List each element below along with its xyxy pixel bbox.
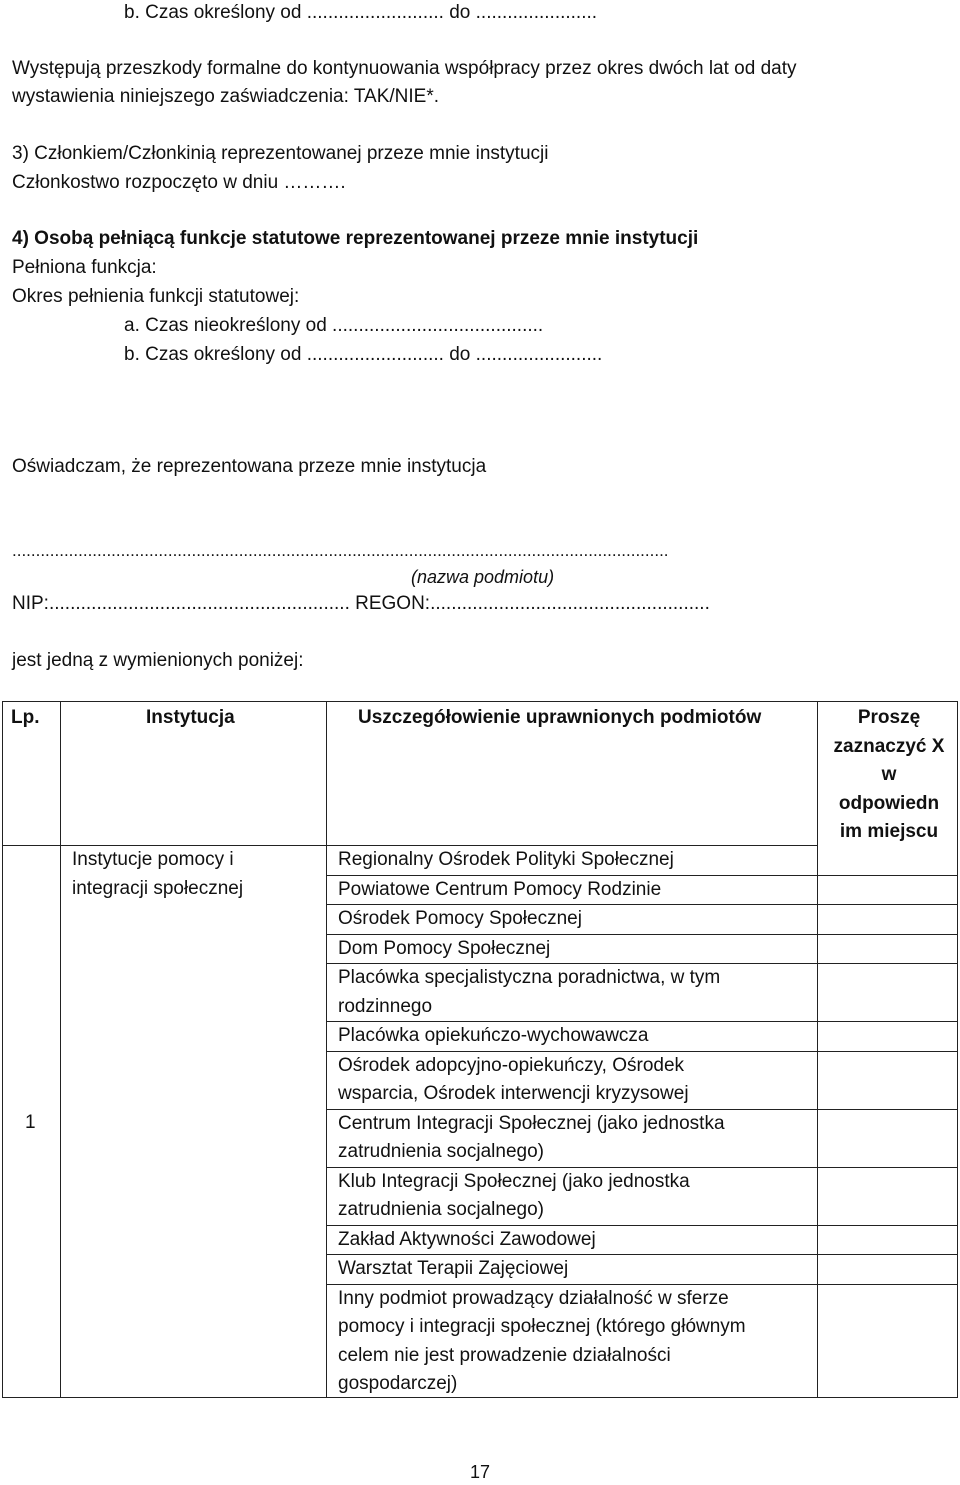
item-b-top: b. Czas określony od .......................... do ....................... <box>124 2 598 23</box>
entity-name-caption: (nazwa podmiotu) <box>411 567 555 587</box>
mark-cell[interactable] <box>818 1168 957 1226</box>
section4-heading: 4) Osobą pełniącą funkcje statutowe reprezentowanej przeze mnie instytucji <box>12 228 699 249</box>
obstacles-text-line1: Występują przeszkody formalne do kontynuowania współpracy przez okres dwóch lat od daty <box>12 58 797 79</box>
mark-cell[interactable] <box>818 1110 957 1168</box>
header-institution: Instytucja <box>146 707 235 728</box>
mark-cell[interactable] <box>818 846 957 876</box>
row-number: 1 <box>25 1112 36 1133</box>
mark-cell[interactable] <box>818 935 957 965</box>
mark-cell[interactable] <box>818 876 957 906</box>
mark-column <box>818 846 957 1397</box>
list-item: Powiatowe Centrum Pomocy Rodzinie <box>327 876 817 906</box>
row-institution: Instytucje pomocy i integracji społecznej <box>72 849 244 899</box>
list-item: Dom Pomocy Społecznej <box>327 935 817 965</box>
list-item: Zakład Aktywności Zawodowej <box>327 1226 817 1256</box>
page-number: 17 <box>469 1462 491 1482</box>
entity-name-dots: ........................................................................................................................................... <box>12 541 669 560</box>
mark-cell[interactable] <box>818 1052 957 1110</box>
entities-list <box>327 846 817 1397</box>
header-lp: Lp. <box>11 707 40 728</box>
institutions-table <box>2 701 958 1398</box>
item-a-indefinite: a. Czas nieokreślony od ........................................ <box>124 315 544 336</box>
mark-cell[interactable] <box>818 1255 957 1285</box>
header-details: Uszczegółowienie uprawnionych podmiotów <box>358 707 762 728</box>
mark-cell[interactable] <box>818 964 957 1022</box>
mark-cell[interactable] <box>818 1226 957 1256</box>
list-item: Centrum Integracji Społecznej (jako jednostka zatrudnienia socjalnego) <box>327 1110 817 1168</box>
declaration-statement: Oświadczam, że reprezentowana przeze mnie instytucja <box>12 456 487 477</box>
list-item: Placówka opiekuńczo-wychowawcza <box>327 1022 817 1052</box>
list-item: Ośrodek adopcyjno-opiekuńczy, Ośrodek wsparcia, Ośrodek interwencji kryzysowej <box>327 1052 817 1110</box>
obstacles-text-line2: wystawienia niniejszego zaświadczenia: TAK/NIE*. <box>12 86 439 107</box>
item-b-definite: b. Czas określony od .......................... do ........................ <box>124 344 603 365</box>
list-item: Klub Integracji Społecznej (jako jednostka zatrudnienia socjalnego) <box>327 1168 817 1226</box>
one-of-label: jest jedną z wymienionych poniżej: <box>12 650 304 671</box>
mark-cell[interactable] <box>818 1022 957 1052</box>
header-mark: Proszę zaznaczyć X w odpowiedn im miejscu <box>833 707 945 842</box>
mark-cell[interactable] <box>818 1285 957 1398</box>
list-item: Placówka specjalistyczna poradnictwa, w tym rodzinnego <box>327 964 817 1022</box>
membership-date: Członkostwo rozpoczęto w dniu ………. <box>12 172 346 193</box>
list-item: Regionalny Ośrodek Polityki Społecznej <box>327 846 817 876</box>
list-item: Ośrodek Pomocy Społecznej <box>327 905 817 935</box>
function-label: Pełniona funkcja: <box>12 257 157 278</box>
col-divider-1 <box>60 702 61 1397</box>
nip-regon-line: NIP:......................................................... REGON:..................................................... <box>12 593 710 614</box>
mark-cell[interactable] <box>818 905 957 935</box>
period-label: Okres pełnienia funkcji statutowej: <box>12 286 300 307</box>
list-item: Warsztat Terapii Zajęciowej <box>327 1255 817 1285</box>
section3-heading: 3) Członkiem/Członkinią reprezentowanej przeze mnie instytucji <box>12 143 549 164</box>
list-item: Inny podmiot prowadzący działalność w sferze pomocy i integracji społecznej (którego głównym celem nie jest prowadzenie działalności gospodarczej) <box>338 1287 746 1394</box>
